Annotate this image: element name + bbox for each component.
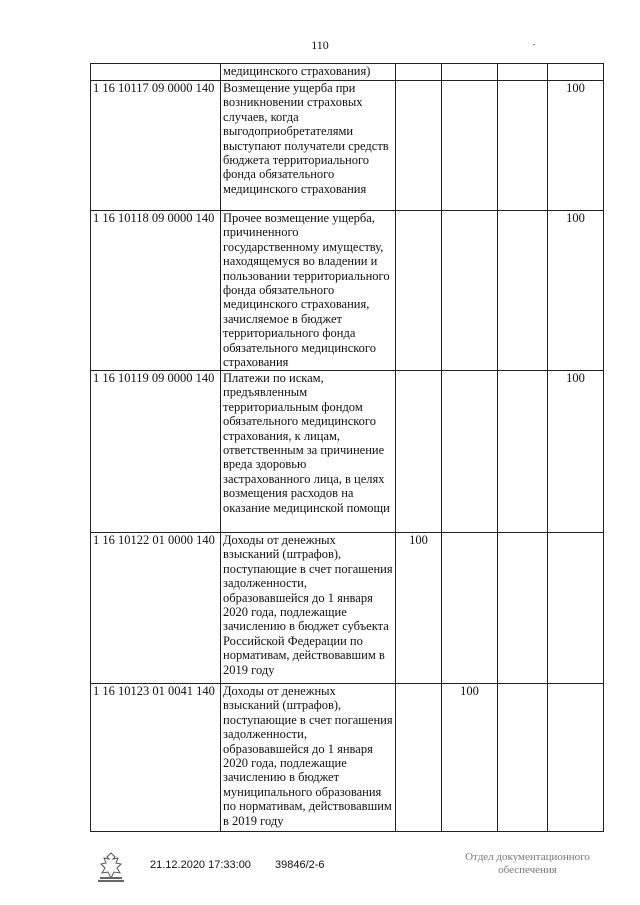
document-number: 39846/2-6 — [275, 859, 325, 871]
table-row — [91, 684, 604, 832]
table-row — [91, 81, 604, 211]
value-cell — [498, 371, 548, 533]
table-row — [91, 371, 604, 533]
value-cell — [442, 64, 498, 81]
stamp-line: Отдел документационного — [465, 851, 590, 863]
value-cell — [498, 81, 548, 211]
code-cell: 1 16 10117 09 0000 140 — [91, 81, 221, 211]
registration-timestamp: 21.12.2020 17:33:00 — [150, 859, 251, 871]
value-cell — [498, 684, 548, 832]
value-cell — [548, 533, 604, 684]
page-footer — [0, 851, 640, 891]
name-cell: медицинского страхования) — [221, 64, 396, 81]
code-cell: 1 16 10119 09 0000 140 — [91, 371, 221, 533]
value-cell: 100 — [548, 371, 604, 533]
stamp-line: обеспечения — [498, 864, 557, 876]
value-cell — [396, 81, 442, 211]
value-cell — [396, 684, 442, 832]
name-cell: Платежи по искам, предъявленным территориальным фондом обязательного медицинского страхования, к лицам, ответственным за причинение вреда здоровью застрахованного лица, в целях возмещения расходов на оказание медицинской помощи — [221, 371, 396, 533]
code-cell: 1 16 10123 01 0041 140 — [91, 684, 221, 832]
speck — [533, 44, 535, 45]
value-cell — [442, 533, 498, 684]
value-cell — [498, 533, 548, 684]
department-stamp — [440, 851, 615, 877]
coat-of-arms-icon — [96, 851, 126, 883]
value-cell — [498, 211, 548, 371]
value-cell: 100 — [548, 81, 604, 211]
value-cell — [442, 211, 498, 371]
table-row — [91, 64, 604, 81]
value-cell — [396, 64, 442, 81]
table-row — [91, 533, 604, 684]
value-cell: 100 — [548, 211, 604, 371]
name-cell: Возмещение ущерба при возникновении страховых случаев, когда выгодоприобретателями выступают получатели средств бюджета территориального фонда обязательного медицинского страхования — [221, 81, 396, 211]
name-cell: Доходы от денежных взысканий (штрафов), поступающие в счет погашения задолженности, образовавшейся до 1 января 2020 года, подлежащие зачислению в бюджет муниципального образования по нормативам, действовавшим в 2019 году — [221, 684, 396, 832]
table-row — [91, 211, 604, 371]
value-cell — [548, 684, 604, 832]
budget-classification-table — [90, 63, 604, 832]
value-cell — [396, 211, 442, 371]
code-cell: 1 16 10122 01 0000 140 — [91, 533, 221, 684]
name-cell: Доходы от денежных взысканий (штрафов), поступающие в счет погашения задолженности, образовавшейся до 1 января 2020 года, подлежащие зачислению в бюджет субъекта Российской Федерации по нормативам, действовавшим в 2019 году — [221, 533, 396, 684]
value-cell — [442, 81, 498, 211]
value-cell — [548, 64, 604, 81]
name-cell: Прочее возмещение ущерба, причиненного государственному имуществу, находящемуся во владении и пользовании территориального фонда обязательного медицинского страхования, зачисляемое в бюджет территориального фонда обязательного медицинского страхования — [221, 211, 396, 371]
value-cell — [498, 64, 548, 81]
code-cell — [91, 64, 221, 81]
value-cell: 100 — [442, 684, 498, 832]
page-number: 110 — [311, 38, 329, 52]
value-cell — [396, 371, 442, 533]
code-cell: 1 16 10118 09 0000 140 — [91, 211, 221, 371]
value-cell: 100 — [396, 533, 442, 684]
value-cell — [442, 371, 498, 533]
